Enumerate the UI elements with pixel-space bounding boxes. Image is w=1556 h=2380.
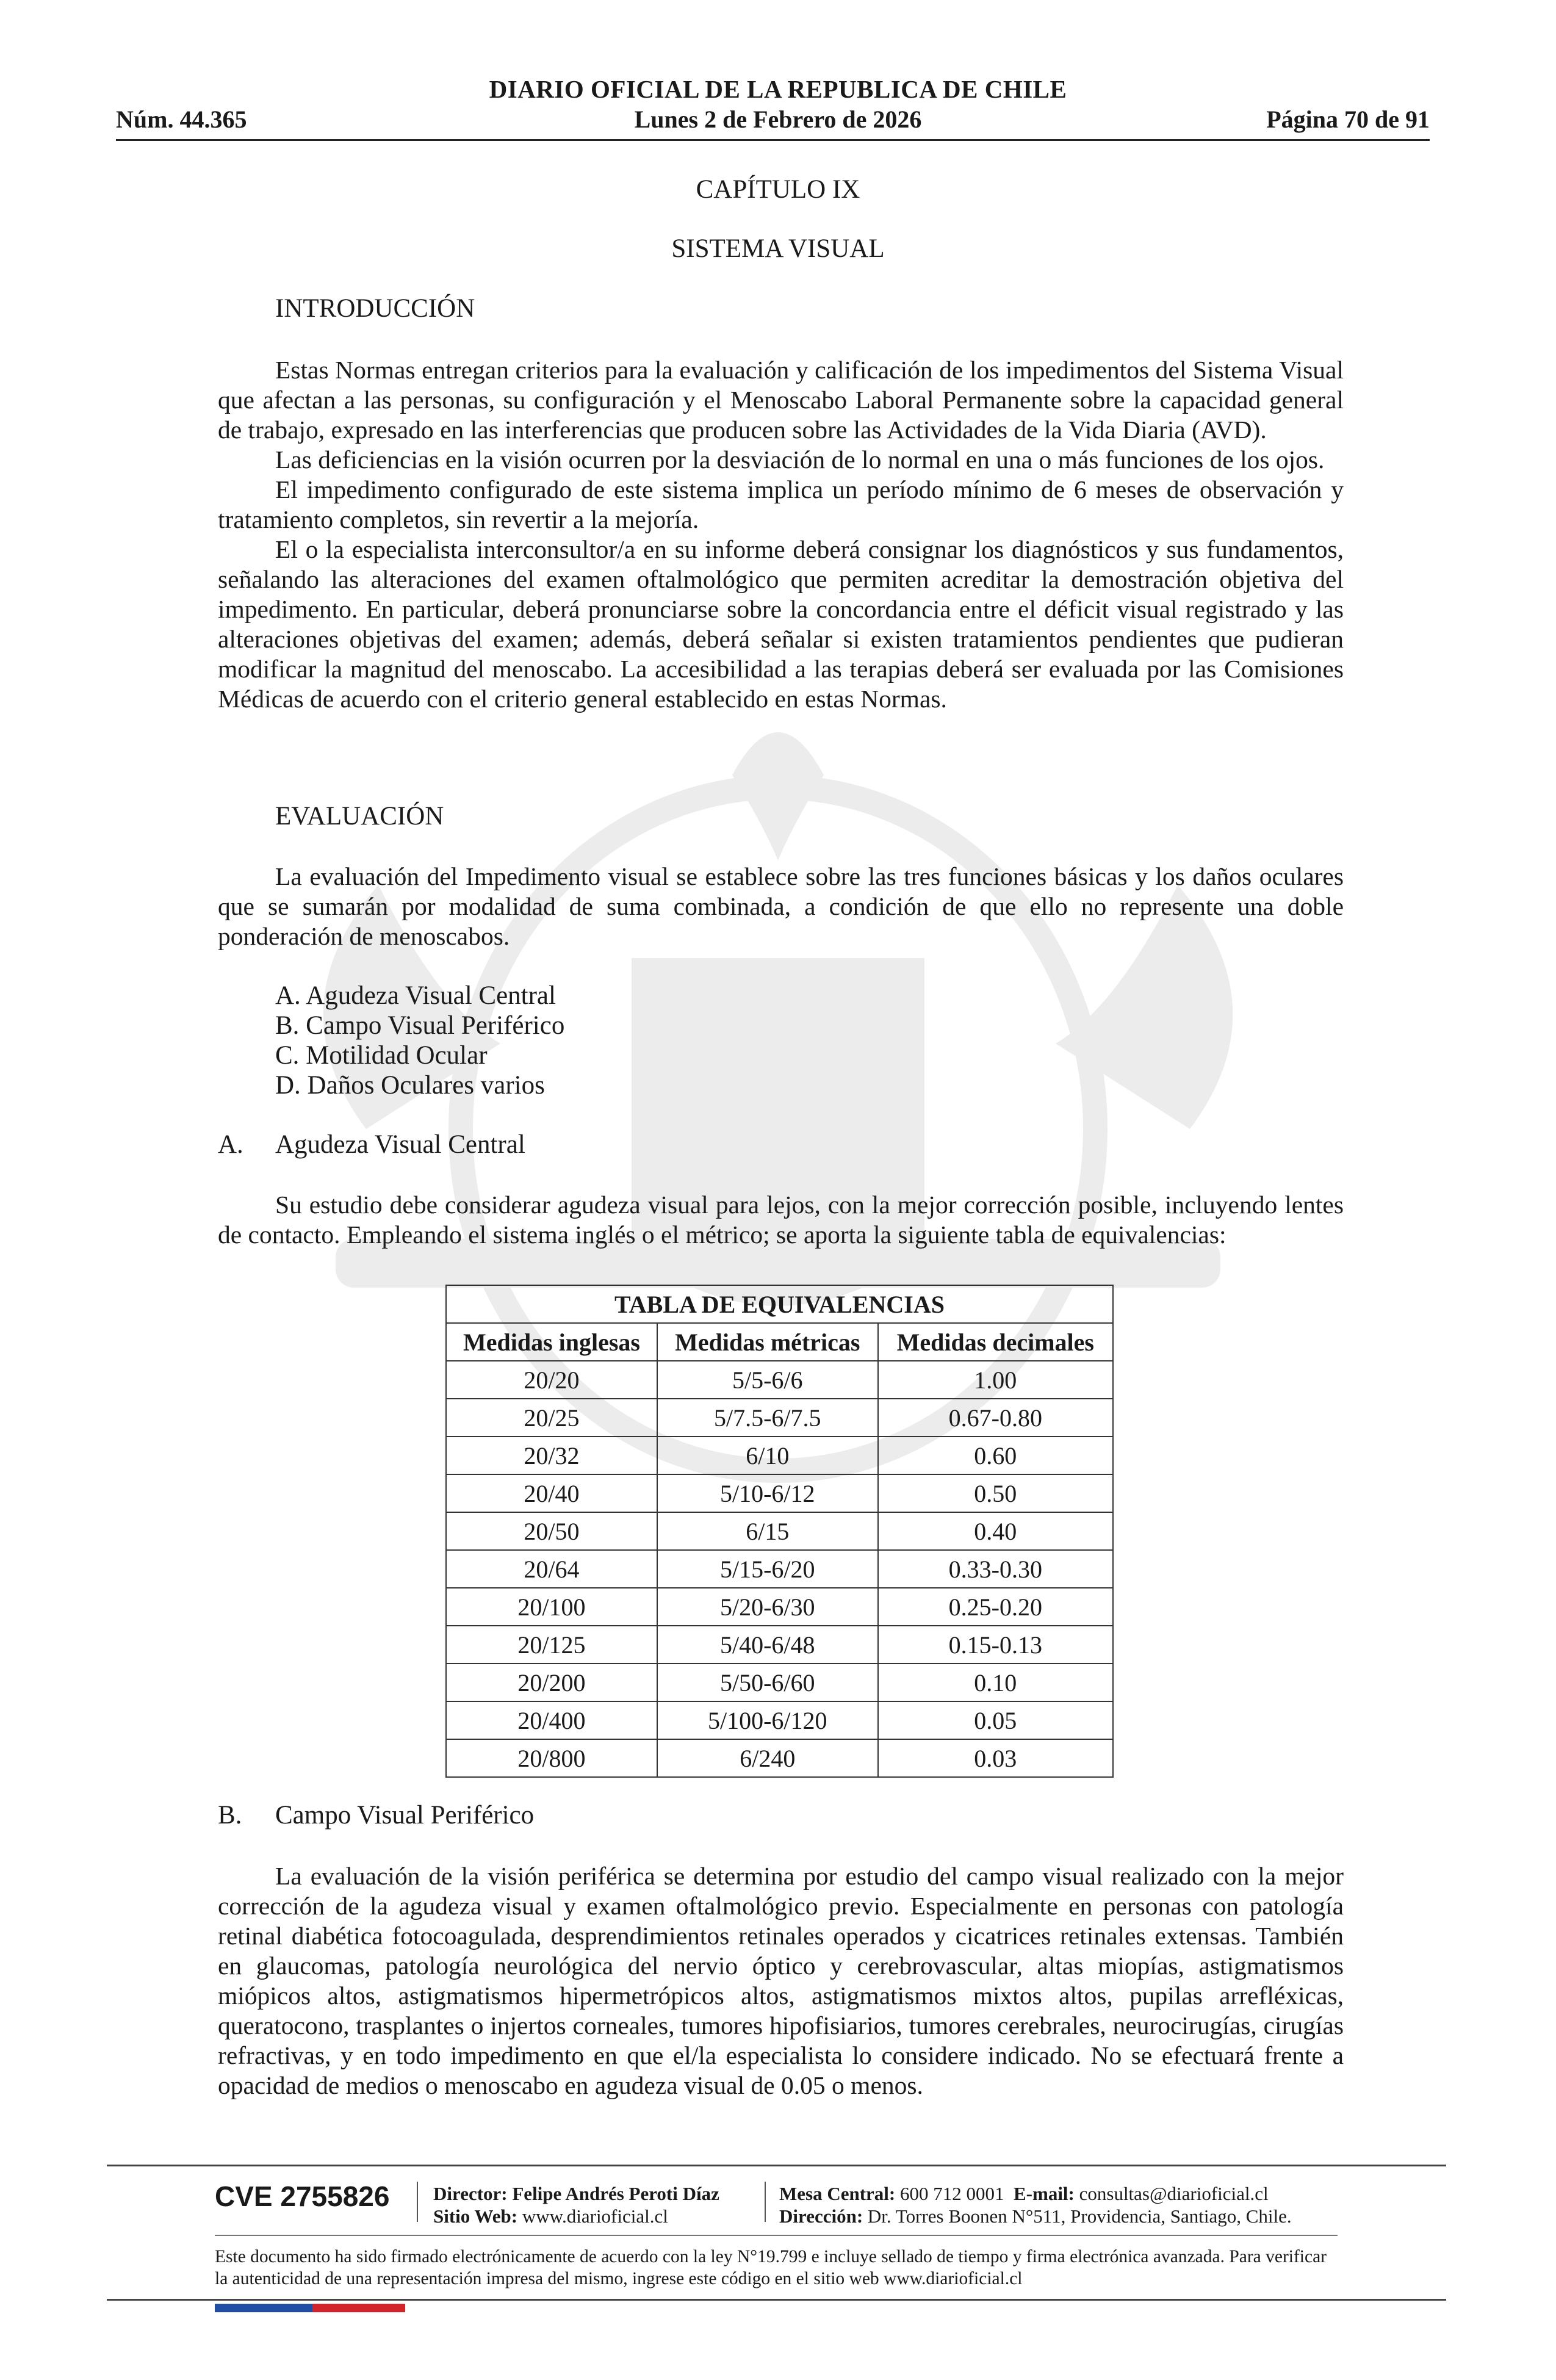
table-cell: 5/20-6/30 xyxy=(657,1588,878,1626)
website-link[interactable]: www.diarioficial.cl xyxy=(522,2205,668,2227)
section-a-heading xyxy=(218,1130,525,1159)
chapter-subtitle: SISTEMA VISUAL xyxy=(671,234,885,263)
evaluation-heading: EVALUACIÓN xyxy=(275,802,444,831)
table-cell: 0.15-0.13 xyxy=(878,1626,1113,1664)
address-label: Dirección: xyxy=(779,2205,863,2227)
intro-paragraph: El impedimento configurado de este sistema implica un período mínimo de 6 meses de observación y tratamiento completos, sin revertir a la mejoría. xyxy=(218,475,1344,533)
table-cell: 0.25-0.20 xyxy=(878,1588,1113,1626)
email-link[interactable]: consultas@diarioficial.cl xyxy=(1079,2183,1269,2204)
address-text: Dr. Torres Boonen N°511, Providencia, Santiago, Chile. xyxy=(867,2205,1292,2227)
table-row xyxy=(446,1399,1113,1437)
phone-number: 600 712 0001 xyxy=(900,2183,1004,2204)
table-row xyxy=(446,1701,1113,1739)
issue-date: Lunes 2 de Febrero de 2026 xyxy=(634,106,922,133)
table-cell: 5/50-6/60 xyxy=(657,1664,878,1701)
table-header-row xyxy=(446,1323,1113,1361)
newspaper-title: DIARIO OFICIAL DE LA REPUBLICA DE CHILE xyxy=(489,75,1067,103)
footer-director-block xyxy=(433,2182,719,2227)
list-item: C. Motilidad Ocular xyxy=(275,1041,488,1070)
flag-bar-blue xyxy=(215,2304,312,2312)
table-cell: 20/125 xyxy=(446,1626,657,1664)
issue-number: Núm. 44.365 xyxy=(116,106,247,133)
table-cell: 20/50 xyxy=(446,1512,657,1550)
equivalence-table xyxy=(445,1285,1114,1778)
section-b-paragraph: La evaluación de la visión periférica se determina por estudio del campo visual realizado con la mejor corrección de la agudeza visual y examen oftalmológico previo. Especialmente en personas con patología retinal diabética fotocoagulada, desprendimientos retinales operados y cicatrices retinales extensas. También en glaucomas, patología neurológica del nervio óptico y cerebrovascular, altas miopías, astigmatismos miópicos altos, astigmatismos hipermetrópicos altos, astigmatismos mixtos altos, pupilas arrefléxicas, queratocono, trasplantes o injertos corneales, tumores hipofisiarios, tumores cerebrales, neurocirugías, cirugías refractivas, y en todo impedimento en que el/la especialista lo considere indicado. No se efectuará frente a opacidad de medios o menoscabo en agudeza visual de 0.05 o menos. xyxy=(218,1862,1344,2099)
section-title: Agudeza Visual Central xyxy=(275,1130,525,1159)
table-cell: 0.40 xyxy=(878,1512,1113,1550)
table-cell: 0.33-0.30 xyxy=(878,1550,1113,1588)
footer-contact-block xyxy=(779,2182,1292,2227)
page-number: Página 70 de 91 xyxy=(1266,106,1430,133)
flag-bar-red xyxy=(312,2304,405,2312)
footer-separator xyxy=(765,2182,766,2222)
section-b-text xyxy=(218,1861,1344,2101)
table-row xyxy=(446,1550,1113,1588)
section-letter: B. xyxy=(218,1801,242,1830)
web-label: Sitio Web: xyxy=(433,2205,518,2227)
table-cell: 6/10 xyxy=(657,1437,878,1474)
section-b-heading xyxy=(218,1800,534,1830)
list-item: A. Agudeza Visual Central xyxy=(275,981,556,1010)
table-cell: 5/10-6/12 xyxy=(657,1474,878,1512)
table-cell: 20/40 xyxy=(446,1474,657,1512)
list-item: B. Campo Visual Periférico xyxy=(275,1011,565,1040)
intro-paragraph: El o la especialista interconsultor/a en su informe deberá consignar los diagnósticos y sus fundamentos, señalando las alteraciones del examen oftalmológico que permiten acreditar la demostración objetiva del impedimento. En particular, deberá pronunciarse sobre la concordancia entre el déficit visual registrado y las alteraciones objetivas del examen; además, deberá señalar si existen tratamientos pendientes que pudieran modificar la magnitud del menoscabo. La accesibilidad a las terapias deberá ser evaluada por las Comisiones Médicas de acuerdo con el criterio general establecido en estas Normas. xyxy=(218,535,1344,713)
column-header: Medidas inglesas xyxy=(446,1323,657,1361)
table-cell: 20/20 xyxy=(446,1361,657,1399)
table-row xyxy=(446,1588,1113,1626)
chapter-title: CAPÍTULO IX xyxy=(696,175,860,204)
table-row xyxy=(446,1739,1113,1777)
intro-text xyxy=(218,355,1344,714)
table-cell: 20/64 xyxy=(446,1550,657,1588)
footer-divider xyxy=(215,2235,1338,2236)
table-cell: 6/15 xyxy=(657,1512,878,1550)
phone-label: Mesa Central: xyxy=(779,2183,896,2204)
table-cell: 5/7.5-6/7.5 xyxy=(657,1399,878,1437)
table-row xyxy=(446,1361,1113,1399)
director-label: Director: xyxy=(433,2183,508,2204)
column-header: Medidas decimales xyxy=(878,1323,1113,1361)
table-cell: 20/100 xyxy=(446,1588,657,1626)
table-cell: 1.00 xyxy=(878,1361,1113,1399)
section-a-text xyxy=(218,1190,1344,1250)
legal-notice: Este documento ha sido firmado electrónicamente de acuerdo con la ley N°19.799 e incluye sellado de tiempo y firma electrónica avanzada. Para verificar la autenticidad de una representación impresa del mismo, ingrese este código en el sitio web www.diarioficial.cl xyxy=(215,2247,1327,2288)
intro-paragraph: Estas Normas entregan criterios para la evaluación y calificación de los impedimentos del Sistema Visual que afectan a las personas, su configuración y el Menoscabo Laboral Permanente sobre la capacidad general de trabajo, expresado en las interferencias que producen sobre las Actividades de la Vida Diaria (AVD). xyxy=(218,356,1344,444)
footer-divider xyxy=(107,2165,1446,2166)
table-cell: 0.67-0.80 xyxy=(878,1399,1113,1437)
director-name: Felipe Andrés Peroti Díaz xyxy=(512,2183,719,2204)
table-cell: 20/400 xyxy=(446,1701,657,1739)
table-cell: 5/100-6/120 xyxy=(657,1701,878,1739)
intro-paragraph: Las deficiencias en la visión ocurren por la desviación de lo normal en una o más funciones de los ojos. xyxy=(275,445,1325,474)
table-cell: 0.50 xyxy=(878,1474,1113,1512)
footer-separator xyxy=(417,2182,418,2222)
table-cell: 20/32 xyxy=(446,1437,657,1474)
table-cell: 20/25 xyxy=(446,1399,657,1437)
table-row xyxy=(446,1437,1113,1474)
list-item: D. Daños Oculares varios xyxy=(275,1071,545,1100)
table-cell: 5/5-6/6 xyxy=(657,1361,878,1399)
table-cell: 5/40-6/48 xyxy=(657,1626,878,1664)
section-a-paragraph: Su estudio debe considerar agudeza visual para lejos, con la mejor corrección posible, incluyendo lentes de contacto. Empleando el sistema inglés o el métrico; se aporta la siguiente tabla de equivalencias: xyxy=(218,1191,1344,1249)
table-cell: 0.03 xyxy=(878,1739,1113,1777)
footer-divider xyxy=(107,2299,1446,2301)
cve-code: CVE 2755826 xyxy=(215,2180,390,2212)
section-title: Campo Visual Periférico xyxy=(275,1801,535,1830)
table-row xyxy=(446,1512,1113,1550)
header-divider xyxy=(116,139,1430,141)
table-cell: 20/200 xyxy=(446,1664,657,1701)
table-row xyxy=(446,1626,1113,1664)
email-label: E-mail: xyxy=(1014,2183,1075,2204)
table-cell: 0.10 xyxy=(878,1664,1113,1701)
table-row xyxy=(446,1474,1113,1512)
evaluation-paragraph: La evaluación del Impedimento visual se establece sobre las tres funciones básicas y los daños oculares que se sumarán por modalidad de suma combinada, a condición de que ello no represente una doble ponderación de menoscabos. xyxy=(218,862,1344,950)
table-row xyxy=(446,1664,1113,1701)
table-cell: 20/800 xyxy=(446,1739,657,1777)
evaluation-list xyxy=(275,981,564,1100)
column-header: Medidas métricas xyxy=(657,1323,878,1361)
table-cell: 0.60 xyxy=(878,1437,1113,1474)
table-cell: 6/240 xyxy=(657,1739,878,1777)
table-cell: 0.05 xyxy=(878,1701,1113,1739)
intro-heading: INTRODUCCIÓN xyxy=(275,294,475,323)
evaluation-text xyxy=(218,862,1344,951)
table-cell: 5/15-6/20 xyxy=(657,1550,878,1588)
table-caption: TABLA DE EQUIVALENCIAS xyxy=(446,1285,1113,1323)
section-letter: A. xyxy=(218,1130,243,1159)
